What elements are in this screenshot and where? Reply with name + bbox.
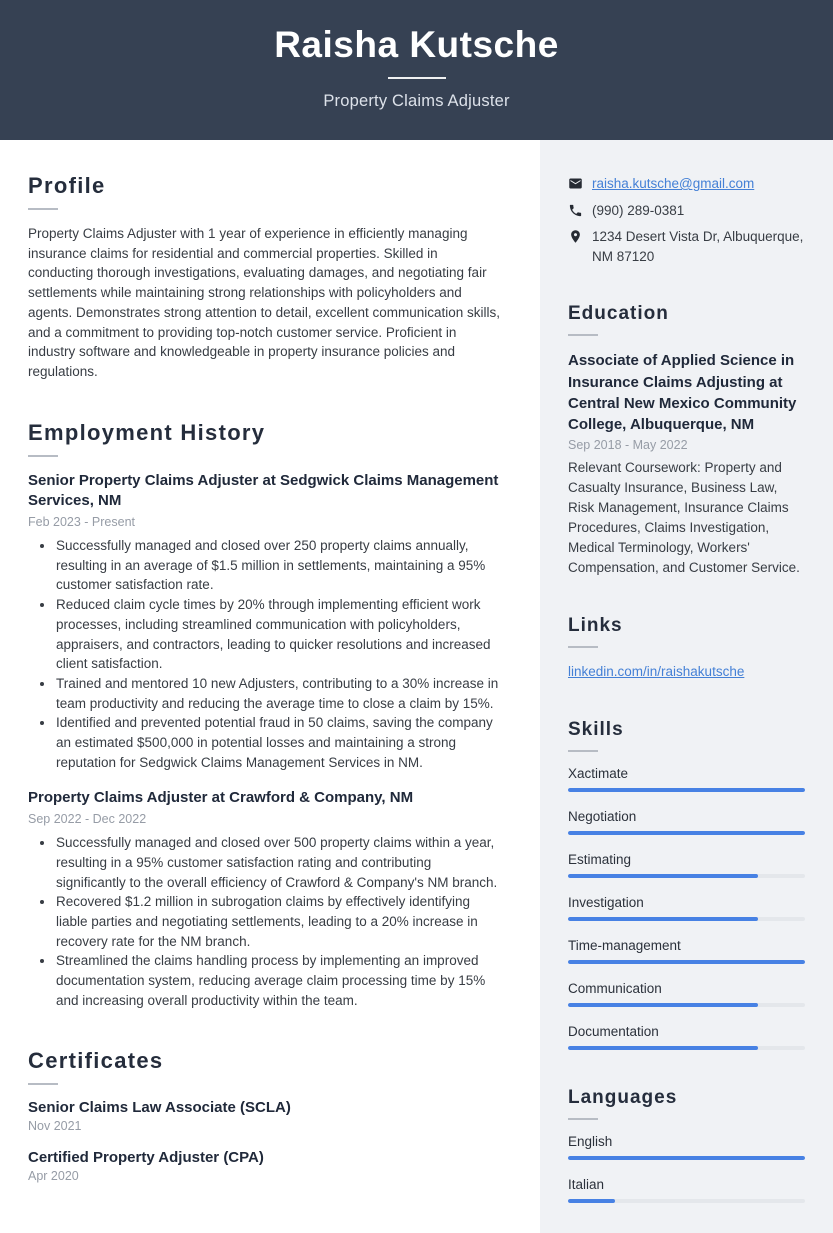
job-entry bbox=[28, 471, 504, 773]
bullet-item: • Streamlined the claims handling process by implementing an improved documentation system, reducing average claim processing time by 15% and increasing overall productivity within the team. bbox=[55, 951, 504, 1010]
certificate-entry bbox=[28, 1099, 504, 1133]
language-item bbox=[568, 1134, 805, 1160]
certificate-title: Certified Property Adjuster (CPA) bbox=[28, 1149, 264, 1167]
phone-icon bbox=[568, 203, 583, 218]
skill-bar-fill bbox=[568, 874, 758, 878]
skill-item bbox=[568, 852, 805, 878]
section-rule bbox=[568, 646, 598, 648]
language-label: English bbox=[568, 1133, 613, 1149]
bullet-item: • Reduced claim cycle times by 20% through implementing efficient work processes, including streamlined communication with policyholders, appraisers, and contractors, leading to quicker resolutions and increased client satisfaction. bbox=[55, 595, 504, 674]
languages-section bbox=[568, 1087, 805, 1203]
profile-heading: Profile bbox=[28, 173, 106, 198]
education-dates: Sep 2018 - May 2022 bbox=[568, 438, 688, 453]
skill-label: Communication bbox=[568, 980, 662, 996]
bullet-item: • Identified and prevented potential fraud in 50 claims, saving the company an estimated $500,000 in potential losses and maintaining a strong reputation for Sedgwick Claims Management Services in NM. bbox=[55, 713, 504, 772]
skill-bar-fill bbox=[568, 917, 758, 921]
envelope-icon bbox=[568, 176, 583, 191]
education-heading: Education bbox=[568, 303, 669, 325]
profile-text: Property Claims Adjuster with 1 year of experience in efficiently managing insurance claims for residential and commercial properties. Skilled in conducting thorough investigations, evaluating damages, and negotiating fair settlements while maintaining strong relationships with policyholders and agents. Demonstrates strong attention to detail, excellent communication skills, and a commitment to providing top-notch customer service. Proficient in industry software and knowledgeable in property insurance policies and regulations. bbox=[28, 226, 500, 379]
job-bullet-list bbox=[28, 833, 504, 1010]
skills-section bbox=[568, 719, 805, 1050]
language-bar-fill bbox=[568, 1199, 615, 1203]
skill-bar-fill bbox=[568, 788, 805, 792]
language-bar-fill bbox=[568, 1156, 805, 1160]
employment-section bbox=[28, 420, 504, 1011]
skill-bar bbox=[568, 874, 805, 878]
certificates-heading: Certificates bbox=[28, 1048, 164, 1074]
skill-item bbox=[568, 766, 805, 792]
skill-item bbox=[568, 895, 805, 921]
certificate-date: Nov 2021 bbox=[28, 1119, 82, 1134]
education-degree: Associate of Applied Science in Insurance Claims Adjusting at Central New Mexico Community College, Albuquerque, NM bbox=[568, 352, 797, 434]
linkedin-link[interactable]: linkedin.com/in/raishakutsche bbox=[568, 664, 745, 680]
education-section bbox=[568, 303, 805, 578]
skill-item bbox=[568, 981, 805, 1007]
bullet-item: • Successfully managed and closed over 500 property claims within a year, resulting in a 95% customer satisfaction rating and contributing significantly to the overall efficiency of Crawford & Company's NM branch. bbox=[55, 833, 504, 892]
section-rule bbox=[568, 1118, 598, 1120]
bullet-item: • Trained and mentored 10 new Adjusters, contributing to a 30% increase in team productivity and reducing the average time to close a claim by 15%. bbox=[55, 674, 504, 713]
certificate-entry bbox=[28, 1149, 504, 1183]
main-column bbox=[0, 140, 540, 1233]
section-rule bbox=[568, 750, 598, 752]
profile-section bbox=[28, 173, 504, 382]
person-name: Raisha Kutsche bbox=[274, 24, 559, 65]
links-heading: Links bbox=[568, 615, 623, 637]
section-rule bbox=[28, 208, 58, 210]
education-description: Relevant Coursework: Property and Casualty Insurance, Business Law, Risk Management, Insurance Claims Procedures, Claims Investigation, Medical Terminology, Workers' Compensation, and Customer Service. bbox=[568, 460, 800, 576]
skill-bar-fill bbox=[568, 831, 805, 835]
skill-label: Estimating bbox=[568, 851, 632, 867]
section-rule bbox=[28, 455, 58, 457]
links-section bbox=[568, 615, 805, 682]
skill-label: Time-management bbox=[568, 937, 681, 953]
job-entry bbox=[28, 788, 504, 1010]
job-title: Senior Property Claims Adjuster at Sedgwick Claims Management Services, NM bbox=[28, 471, 499, 510]
skill-bar-fill bbox=[568, 960, 805, 964]
header-divider bbox=[388, 77, 446, 79]
skills-heading: Skills bbox=[568, 718, 624, 740]
resume-body bbox=[0, 140, 833, 1233]
skill-bar bbox=[568, 788, 805, 792]
contact-email-row bbox=[568, 174, 805, 194]
employment-heading: Employment History bbox=[28, 419, 266, 445]
section-rule bbox=[28, 1083, 58, 1085]
skill-bar bbox=[568, 1046, 805, 1050]
sidebar bbox=[540, 140, 833, 1233]
location-pin-icon bbox=[568, 229, 583, 244]
job-dates: Sep 2022 - Dec 2022 bbox=[28, 812, 147, 827]
language-item bbox=[568, 1177, 805, 1203]
skill-label: Investigation bbox=[568, 894, 644, 910]
skill-bar-fill bbox=[568, 1046, 758, 1050]
language-bar bbox=[568, 1199, 805, 1203]
address-text: 1234 Desert Vista Dr, Albuquerque, NM 87120 bbox=[592, 229, 804, 264]
skill-item bbox=[568, 809, 805, 835]
job-title: Property Claims Adjuster at Crawford & Company, NM bbox=[28, 789, 414, 807]
skill-bar bbox=[568, 960, 805, 964]
languages-heading: Languages bbox=[568, 1086, 678, 1108]
phone-number: (990) 289-0381 bbox=[592, 202, 685, 218]
skill-item bbox=[568, 1024, 805, 1050]
bullet-item: • Successfully managed and closed over 250 property claims annually, resulting in an average of $1.5 million in settlements, maintaining a 95% customer satisfaction rate. bbox=[55, 536, 504, 595]
certificates-section bbox=[28, 1048, 504, 1183]
certificate-title: Senior Claims Law Associate (SCLA) bbox=[28, 1099, 291, 1117]
skill-bar bbox=[568, 917, 805, 921]
job-bullet-list bbox=[28, 536, 504, 772]
language-label: Italian bbox=[568, 1176, 605, 1192]
skill-label: Documentation bbox=[568, 1023, 659, 1039]
skill-label: Xactimate bbox=[568, 765, 629, 781]
bullet-item: • Recovered $1.2 million in subrogation claims by effectively identifying liable parties and negotiating settlements, leading to a 20% increase in recovery rate for the NM branch. bbox=[55, 892, 504, 951]
job-dates: Feb 2023 - Present bbox=[28, 515, 136, 529]
section-rule bbox=[568, 334, 598, 336]
skill-bar bbox=[568, 831, 805, 835]
certificate-date: Apr 2020 bbox=[28, 1169, 79, 1184]
language-bar bbox=[568, 1156, 805, 1160]
person-job-title: Property Claims Adjuster bbox=[323, 91, 510, 110]
contact-phone-row bbox=[568, 201, 805, 221]
contact-section bbox=[568, 174, 805, 266]
email-link[interactable]: raisha.kutsche@gmail.com bbox=[592, 176, 755, 191]
skill-bar bbox=[568, 1003, 805, 1007]
contact-address-row bbox=[568, 227, 805, 266]
skill-bar-fill bbox=[568, 1003, 758, 1007]
skill-item bbox=[568, 938, 805, 964]
resume-header bbox=[0, 0, 833, 140]
skill-label: Negotiation bbox=[568, 808, 637, 824]
